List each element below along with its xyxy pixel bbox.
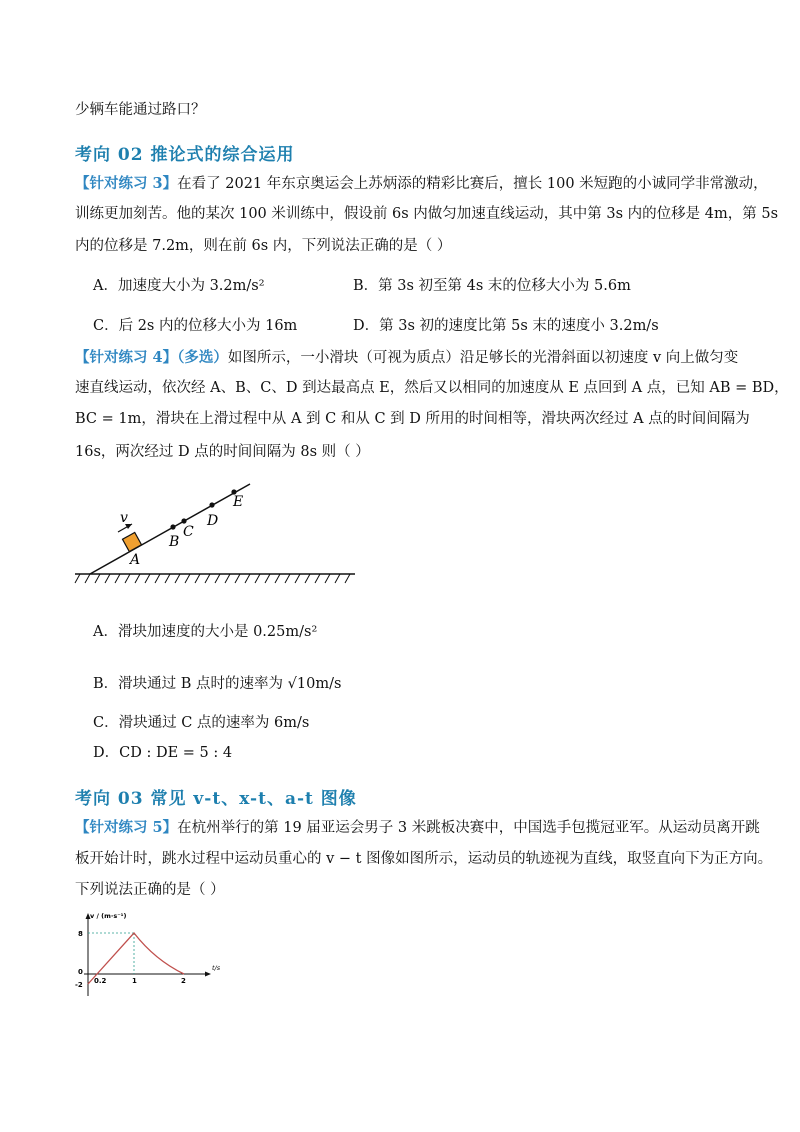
slider-block <box>122 532 141 551</box>
exercise-4-multi-tag: （多选） <box>177 349 228 366</box>
exercise-3-line-2: 训练更加刻苦。他的某次 100 米训练中，假设前 6s 内做匀加速直线运动，其中第 3s 内的位移是 4m，第 5s <box>75 206 779 222</box>
tick-y-0: 0 <box>78 968 83 976</box>
tick-x-2: 2 <box>181 977 186 985</box>
graph-x-label: t/s <box>212 964 220 972</box>
exercise-5-line-2: 板开始计时，跳水过程中运动员重心的 v − t 图像如图所示，运动员的轨迹视为直线，取竖直向下为正方向。 <box>75 851 773 867</box>
exercise-4-text-1: 如图所示，一小滑块（可视为质点）沿足够长的光滑斜面以初速度 v 向上做匀变 <box>227 350 739 366</box>
tick-y-minus-2: -2 <box>75 981 83 989</box>
exercise-3-tag: 【针对练习 3】 <box>75 175 178 192</box>
exercise-5-tag: 【针对练习 5】 <box>75 819 178 836</box>
x-axis-arrow <box>205 972 211 977</box>
exercise-5-text-1: 在杭州举行的第 19 届亚运会男子 3 米跳板决赛中，中国选手包揽冠亚军。从运动员离开跳 <box>177 820 760 836</box>
exercise-4-option-b: B．滑块通过 B 点时的速率为 √10m/s <box>93 676 342 692</box>
exercise-3-option-a: A．加速度大小为 3.2m/s² <box>93 278 265 294</box>
exercise-4-option-c: C．滑块通过 C 点的速率为 6m/s <box>93 715 310 731</box>
exercise-4-line-4: 16s，两次经过 D 点的时间间隔为 8s 则（ ） <box>75 444 370 460</box>
point-b <box>170 524 175 529</box>
incline-line <box>90 484 250 574</box>
intro-line: 少辆车能通过路口？ <box>75 102 206 118</box>
label-c: C <box>183 524 194 540</box>
tick-x-0-2: 0.2 <box>94 977 107 985</box>
label-a: A <box>130 552 141 568</box>
tick-x-1: 1 <box>132 977 137 985</box>
exercise-3-option-b: B．第 3s 初至第 4s 末的位移大小为 5.6m <box>353 278 631 294</box>
vt-graph <box>70 908 220 1003</box>
section-heading-03: 考向 03 常见 v-t、x-t、a-t 图像 <box>75 789 357 809</box>
exercise-3-option-c: C．后 2s 内的位移大小为 16m <box>93 318 298 334</box>
incline-figure <box>70 480 370 590</box>
exercise-3-text-1: 在看了 2021 年东京奥运会上苏炳添的精彩比赛后，擅长 100 米短跑的小诚同学非常激动， <box>177 176 768 192</box>
point-d <box>209 502 214 507</box>
exercise-4-line-2: 速直线运动，依次经 A、B、C、D 到达最高点 E，然后又以相同的加速度从 E 点回到 A 点，已知 AB = BD， <box>75 380 789 396</box>
tick-y-8: 8 <box>78 930 83 938</box>
exercise-4-line-1 <box>75 348 738 368</box>
section-heading-02: 考向 02 推论式的综合运用 <box>75 145 295 165</box>
label-b: B <box>169 534 180 550</box>
exercise-3-line-1 <box>75 174 768 194</box>
label-d: D <box>207 513 219 529</box>
exercise-4-option-d: D．CD : DE = 5 : 4 <box>93 745 233 761</box>
graph-y-label: v / (m·s⁻¹) <box>90 912 127 920</box>
exercise-4-option-a: A．滑块加速度的大小是 0.25m/s² <box>93 624 318 640</box>
exercise-5-line-1 <box>75 818 760 838</box>
exercise-4-tag: 【针对练习 4】 <box>75 349 178 366</box>
ground-hatching <box>75 574 350 583</box>
label-v: v <box>120 510 128 526</box>
exercise-5-line-3: 下列说法正确的是（ ） <box>75 882 225 898</box>
exercise-3-line-3: 内的位移是 7.2m，则在前 6s 内，下列说法正确的是（ ） <box>75 238 452 254</box>
exercise-3-option-d: D．第 3s 初的速度比第 5s 末的速度小 3.2m/s <box>353 318 659 334</box>
label-e: E <box>233 494 244 510</box>
point-c <box>181 518 186 523</box>
exercise-4-line-3: BC = 1m，滑块在上滑过程中从 A 到 C 和从 C 到 D 所用的时间相等，滑块两次经过 A 点的时间间隔为 <box>75 411 750 427</box>
